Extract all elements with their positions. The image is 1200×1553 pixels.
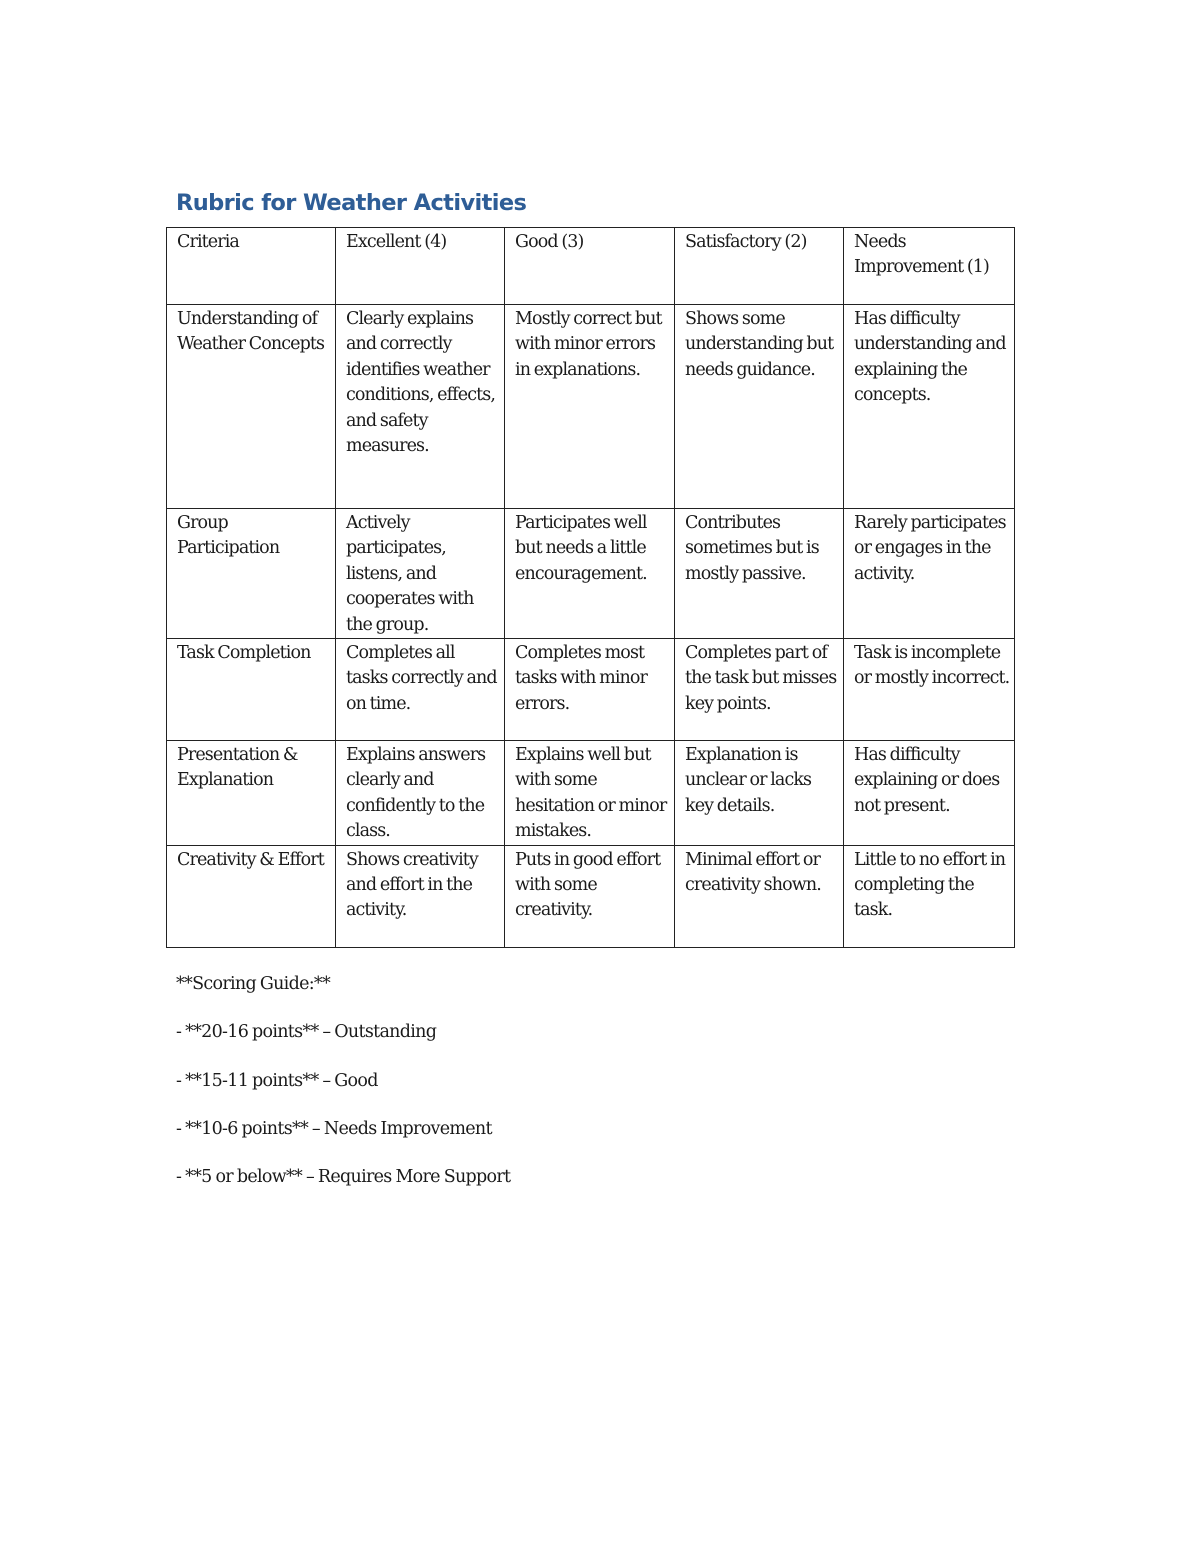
rubric-table	[166, 227, 1015, 948]
needs-improvement-cell: Task is incomplete or mostly incorrect.	[844, 639, 1015, 741]
needs-improvement-cell: Has difficulty understanding and explaining the concepts.	[844, 305, 1015, 509]
good-cell: Completes most tasks with minor errors.	[505, 639, 675, 741]
scoring-item: - **15-11 points** – Good	[176, 1070, 378, 1091]
satisfactory-cell: Completes part of the task but misses key points.	[675, 639, 844, 741]
satisfactory-cell: Shows some understanding but needs guidance.	[675, 305, 844, 509]
header-good: Good (3)	[505, 228, 675, 305]
header-needs-improvement: Needs Improvement (1)	[844, 228, 1015, 305]
good-cell: Puts in good effort with some creativity.	[505, 845, 675, 947]
table-row	[167, 639, 1015, 741]
excellent-cell: Shows creativity and effort in the activity.	[336, 845, 505, 947]
excellent-cell: Clearly explains and correctly identifies weather conditions, effects, and safety measures.	[336, 305, 505, 509]
scoring-item: - **20-16 points** – Outstanding	[176, 1022, 437, 1043]
criteria-cell: Presentation & Explanation	[167, 741, 336, 846]
table-row	[167, 305, 1015, 509]
excellent-cell: Explains answers clearly and confidently to the class.	[336, 741, 505, 846]
good-cell: Mostly correct but with minor errors in explanations.	[505, 305, 675, 509]
good-cell: Explains well but with some hesitation or minor mistakes.	[505, 741, 675, 846]
table-row	[167, 741, 1015, 846]
satisfactory-cell: Minimal effort or creativity shown.	[675, 845, 844, 947]
scoring-guide	[176, 972, 776, 1213]
header-criteria: Criteria	[167, 228, 336, 305]
needs-improvement-cell: Has difficulty explaining or does not present.	[844, 741, 1015, 846]
satisfactory-cell: Explanation is unclear or lacks key details.	[675, 741, 844, 846]
header-excellent: Excellent (4)	[336, 228, 505, 305]
needs-improvement-cell: Little to no effort in completing the task.	[844, 845, 1015, 947]
table-header-row	[167, 228, 1015, 305]
criteria-cell: Creativity & Effort	[167, 845, 336, 947]
criteria-cell: Group Participation	[167, 509, 336, 639]
table-row	[167, 845, 1015, 947]
satisfactory-cell: Contributes sometimes but is mostly passive.	[675, 509, 844, 639]
excellent-cell: Actively participates, listens, and cooperates with the group.	[336, 509, 505, 639]
scoring-item: - **5 or below** – Requires More Support	[176, 1167, 511, 1188]
scoring-guide-heading: **Scoring Guide:**	[176, 974, 331, 994]
criteria-cell: Task Completion	[167, 639, 336, 741]
criteria-cell: Understanding of Weather Concepts	[167, 305, 336, 509]
excellent-cell: Completes all tasks correctly and on time.	[336, 639, 505, 741]
scoring-item: - **10-6 points** – Needs Improvement	[176, 1118, 492, 1139]
needs-improvement-cell: Rarely participates or engages in the activity.	[844, 509, 1015, 639]
header-satisfactory: Satisfactory (2)	[675, 228, 844, 305]
table-row	[167, 509, 1015, 639]
page-title: Rubric for Weather Activities	[176, 190, 527, 216]
good-cell: Participates well but needs a little encouragement.	[505, 509, 675, 639]
